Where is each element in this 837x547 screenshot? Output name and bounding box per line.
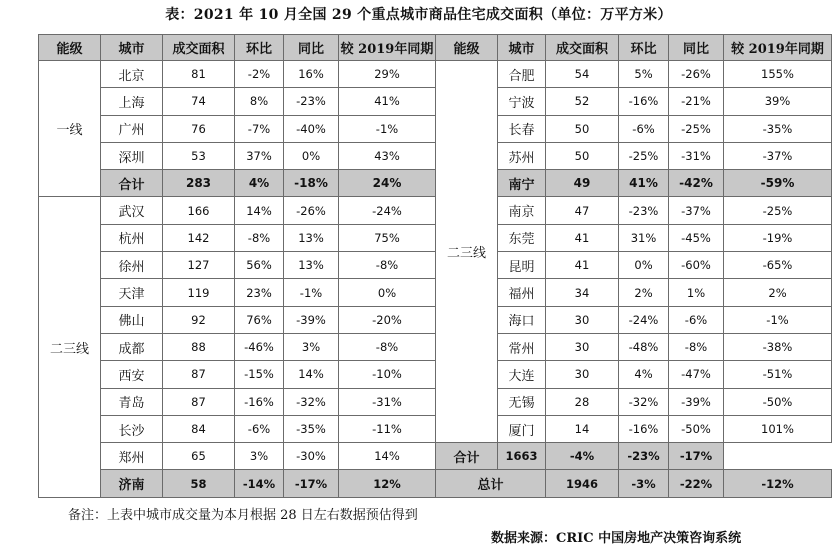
city-cell: 合肥 <box>498 61 546 88</box>
area-cell: 30 <box>546 333 619 360</box>
city-cell: 济南 <box>101 470 163 497</box>
table-row <box>39 279 832 306</box>
city-cell: 南宁 <box>498 170 546 197</box>
area-cell: 84 <box>163 415 235 442</box>
table-row <box>39 415 832 442</box>
vs2019-cell: 0% <box>339 279 436 306</box>
yoy-cell: -23% <box>284 88 339 115</box>
yoy-cell: -39% <box>669 388 724 415</box>
header-level: 能级 <box>436 35 498 61</box>
city-cell: 苏州 <box>498 142 546 169</box>
table-title: 表：2021 年 10 月全国 29 个重点城市商品住宅成交面积（单位：万平方米） <box>165 7 672 23</box>
vs2019-cell: -8% <box>339 333 436 360</box>
mom-cell: -2% <box>235 61 284 88</box>
mom-cell: 0% <box>619 252 669 279</box>
area-cell: 283 <box>163 170 235 197</box>
mom-cell: 5% <box>619 61 669 88</box>
city-cell: 厦门 <box>498 415 546 442</box>
vs2019-cell: 39% <box>724 88 832 115</box>
mom-cell: 3% <box>235 443 284 470</box>
area-cell: 47 <box>546 197 619 224</box>
area-cell: 81 <box>163 61 235 88</box>
header-mom: 环比 <box>619 35 669 61</box>
vs2019-cell: -51% <box>724 361 832 388</box>
yoy-cell: -35% <box>284 415 339 442</box>
vs2019-cell: -24% <box>339 197 436 224</box>
level-cell: 二三线 <box>39 197 101 497</box>
city-cell: 武汉 <box>101 197 163 224</box>
area-cell: 87 <box>163 388 235 415</box>
area-cell: 65 <box>163 443 235 470</box>
vs2019-cell: -19% <box>724 224 832 251</box>
vs2019-cell: 43% <box>339 142 436 169</box>
mom-cell: -7% <box>235 115 284 142</box>
yoy-cell: -22% <box>669 470 724 497</box>
mom-cell: -23% <box>619 197 669 224</box>
area-cell: 87 <box>163 361 235 388</box>
yoy-cell: -21% <box>669 88 724 115</box>
mom-cell: 8% <box>235 88 284 115</box>
yoy-cell: -50% <box>669 415 724 442</box>
city-cell: 佛山 <box>101 306 163 333</box>
city-cell: 福州 <box>498 279 546 306</box>
area-cell: 28 <box>546 388 619 415</box>
area-cell: 41 <box>546 224 619 251</box>
city-cell: 郑州 <box>101 443 163 470</box>
table-row <box>39 61 832 88</box>
area-cell: 50 <box>546 115 619 142</box>
header-yoy: 同比 <box>669 35 724 61</box>
vs2019-cell: 2% <box>724 279 832 306</box>
area-cell: 52 <box>546 88 619 115</box>
yoy-cell: -23% <box>619 443 669 470</box>
vs2019-cell: -38% <box>724 333 832 360</box>
city-cell: 上海 <box>101 88 163 115</box>
yoy-cell: -37% <box>669 197 724 224</box>
vs2019-cell: -1% <box>724 306 832 333</box>
mom-cell: -16% <box>619 415 669 442</box>
table-row <box>39 170 832 197</box>
city-cell: 深圳 <box>101 142 163 169</box>
table-row <box>39 224 832 251</box>
area-cell: 76 <box>163 115 235 142</box>
mom-cell: -15% <box>235 361 284 388</box>
table-row <box>39 88 832 115</box>
area-cell: 166 <box>163 197 235 224</box>
yoy-cell: -1% <box>284 279 339 306</box>
yoy-cell: 1% <box>669 279 724 306</box>
table-row <box>39 388 832 415</box>
yoy-cell: -18% <box>284 170 339 197</box>
vs2019-cell: -31% <box>339 388 436 415</box>
yoy-cell: 3% <box>284 333 339 360</box>
table-row <box>39 115 832 142</box>
header-mom: 环比 <box>235 35 284 61</box>
header-city: 城市 <box>101 35 163 61</box>
city-cell: 昆明 <box>498 252 546 279</box>
area-cell: 58 <box>163 470 235 497</box>
table-row <box>39 306 832 333</box>
vs2019-cell: 24% <box>339 170 436 197</box>
total-label: 总计 <box>436 470 546 497</box>
mom-cell: 2% <box>619 279 669 306</box>
city-cell: 长沙 <box>101 415 163 442</box>
vs2019-cell: 101% <box>724 415 832 442</box>
area-cell: 14 <box>546 415 619 442</box>
city-cell: 海口 <box>498 306 546 333</box>
area-cell: 50 <box>546 142 619 169</box>
area-cell: 88 <box>163 333 235 360</box>
mom-cell: -24% <box>619 306 669 333</box>
yoy-cell: 13% <box>284 224 339 251</box>
mom-cell: 76% <box>235 306 284 333</box>
yoy-cell: -26% <box>669 61 724 88</box>
area-cell: 49 <box>546 170 619 197</box>
table-row <box>39 197 832 224</box>
city-cell: 青岛 <box>101 388 163 415</box>
mom-cell: -14% <box>235 470 284 497</box>
yoy-cell: -45% <box>669 224 724 251</box>
city-cell: 杭州 <box>101 224 163 251</box>
table-row <box>39 443 832 470</box>
city-cell: 成都 <box>101 333 163 360</box>
mom-cell: -8% <box>235 224 284 251</box>
vs2019-cell: 155% <box>724 61 832 88</box>
city-cell: 南京 <box>498 197 546 224</box>
vs2019-cell: -17% <box>669 443 724 470</box>
area-cell: 41 <box>546 252 619 279</box>
header-vs2019: 较 2019年同期 <box>339 35 436 61</box>
vs2019-cell: -11% <box>339 415 436 442</box>
city-cell: 天津 <box>101 279 163 306</box>
mom-cell: -46% <box>235 333 284 360</box>
vs2019-cell: -8% <box>339 252 436 279</box>
city-cell: 东莞 <box>498 224 546 251</box>
table-row <box>39 361 832 388</box>
yoy-cell: -39% <box>284 306 339 333</box>
yoy-cell: -25% <box>669 115 724 142</box>
city-cell: 合计 <box>436 443 498 470</box>
yoy-cell: -31% <box>669 142 724 169</box>
city-cell: 长春 <box>498 115 546 142</box>
mom-cell: 4% <box>235 170 284 197</box>
vs2019-cell: 12% <box>339 470 436 497</box>
yoy-cell: -42% <box>669 170 724 197</box>
data-source: 数据来源：CRIC 中国房地产决策咨询系统 <box>491 531 742 546</box>
area-cell: 30 <box>546 361 619 388</box>
yoy-cell: -17% <box>284 470 339 497</box>
vs2019-cell: -20% <box>339 306 436 333</box>
vs2019-cell: -12% <box>724 470 832 497</box>
yoy-cell: 0% <box>284 142 339 169</box>
area-cell: 30 <box>546 306 619 333</box>
vs2019-cell: -35% <box>724 115 832 142</box>
mom-cell: -32% <box>619 388 669 415</box>
mom-cell: -6% <box>619 115 669 142</box>
level-cell: 二三线 <box>436 61 498 443</box>
yoy-cell: -60% <box>669 252 724 279</box>
vs2019-cell: -37% <box>724 142 832 169</box>
mom-cell: 41% <box>619 170 669 197</box>
mom-cell: 31% <box>619 224 669 251</box>
area-cell: 1663 <box>498 443 546 470</box>
level-cell: 一线 <box>39 61 101 197</box>
city-cell: 广州 <box>101 115 163 142</box>
mom-cell: 23% <box>235 279 284 306</box>
area-cell: 127 <box>163 252 235 279</box>
yoy-cell: 14% <box>284 361 339 388</box>
city-cell: 宁波 <box>498 88 546 115</box>
yoy-cell: -40% <box>284 115 339 142</box>
header-area: 成交面积 <box>163 35 235 61</box>
header-level: 能级 <box>39 35 101 61</box>
vs2019-cell: 14% <box>339 443 436 470</box>
mom-cell: -4% <box>546 443 619 470</box>
city-cell: 北京 <box>101 61 163 88</box>
area-cell: 54 <box>546 61 619 88</box>
mom-cell: -3% <box>619 470 669 497</box>
mom-cell: 4% <box>619 361 669 388</box>
yoy-cell: 13% <box>284 252 339 279</box>
area-cell: 92 <box>163 306 235 333</box>
table-row <box>39 333 832 360</box>
mom-cell: 14% <box>235 197 284 224</box>
vs2019-cell: -59% <box>724 170 832 197</box>
mom-cell: -48% <box>619 333 669 360</box>
mom-cell: 56% <box>235 252 284 279</box>
city-cell: 常州 <box>498 333 546 360</box>
table-row <box>39 470 832 497</box>
mom-cell: -6% <box>235 415 284 442</box>
header-row <box>39 35 832 61</box>
area-cell: 74 <box>163 88 235 115</box>
header-city: 城市 <box>498 35 546 61</box>
area-cell: 1946 <box>546 470 619 497</box>
area-cell: 142 <box>163 224 235 251</box>
mom-cell: -16% <box>619 88 669 115</box>
area-cell: 34 <box>546 279 619 306</box>
yoy-cell: -26% <box>284 197 339 224</box>
yoy-cell: -47% <box>669 361 724 388</box>
vs2019-cell: -65% <box>724 252 832 279</box>
table-row <box>39 142 832 169</box>
city-cell: 无锡 <box>498 388 546 415</box>
mom-cell: -25% <box>619 142 669 169</box>
header-area: 成交面积 <box>546 35 619 61</box>
city-cell: 西安 <box>101 361 163 388</box>
yoy-cell: -32% <box>284 388 339 415</box>
vs2019-cell: 29% <box>339 61 436 88</box>
area-cell: 53 <box>163 142 235 169</box>
mom-cell: 37% <box>235 142 284 169</box>
vs2019-cell: 41% <box>339 88 436 115</box>
vs2019-cell: 75% <box>339 224 436 251</box>
mom-cell: -16% <box>235 388 284 415</box>
yoy-cell: -6% <box>669 306 724 333</box>
yoy-cell: -30% <box>284 443 339 470</box>
city-cell: 徐州 <box>101 252 163 279</box>
vs2019-cell: -1% <box>339 115 436 142</box>
city-cell: 合计 <box>101 170 163 197</box>
table-row <box>39 252 832 279</box>
data-table <box>38 34 832 498</box>
footnote: 备注：上表中城市成交量为本月根据 28 日左右数据预估得到 <box>68 508 418 523</box>
vs2019-cell: -25% <box>724 197 832 224</box>
yoy-cell: 16% <box>284 61 339 88</box>
header-yoy: 同比 <box>284 35 339 61</box>
vs2019-cell: -10% <box>339 361 436 388</box>
header-vs2019: 较 2019年同期 <box>724 35 832 61</box>
yoy-cell: -8% <box>669 333 724 360</box>
area-cell: 119 <box>163 279 235 306</box>
vs2019-cell: -50% <box>724 388 832 415</box>
city-cell: 大连 <box>498 361 546 388</box>
